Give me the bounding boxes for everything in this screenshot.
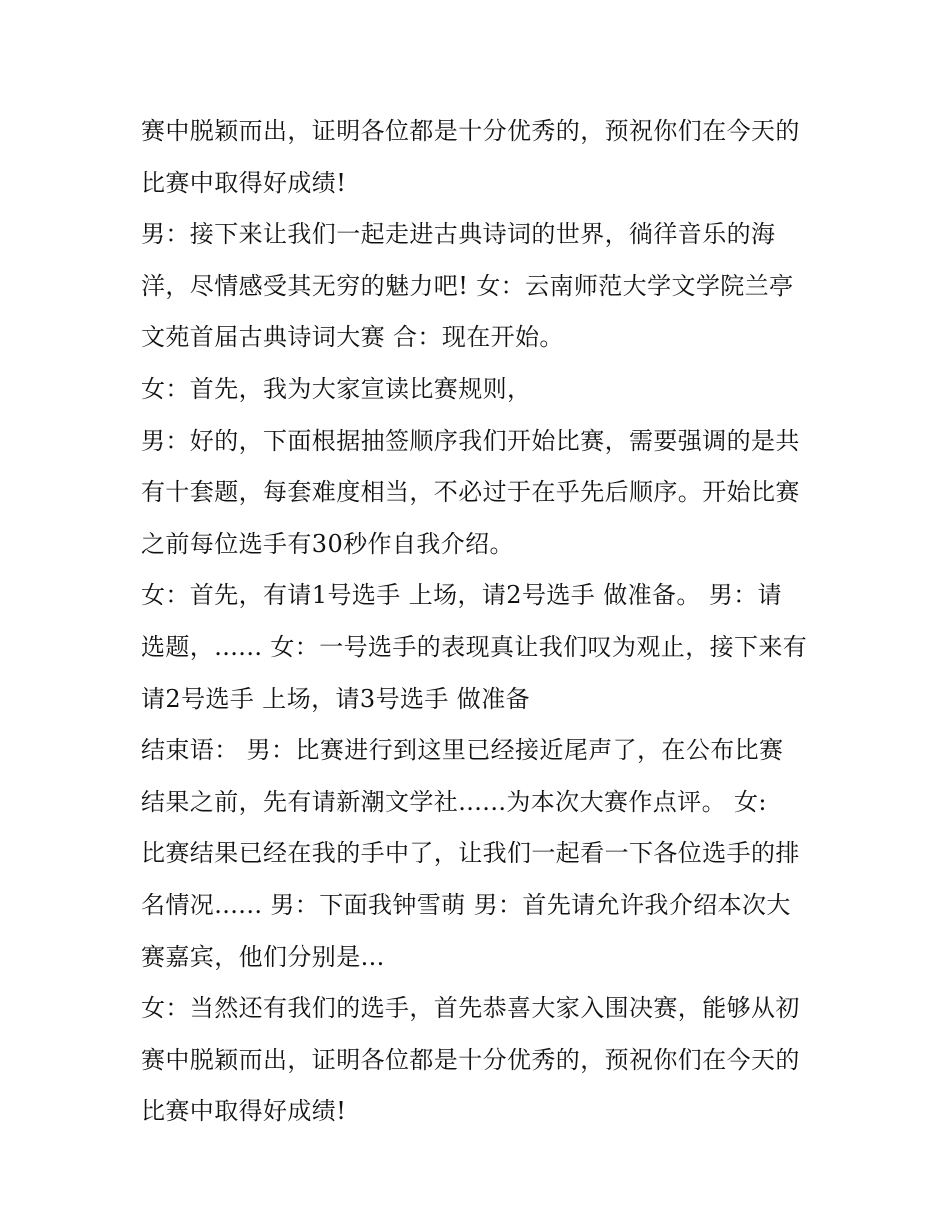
text-line: 女：当然还有我们的选手，首先恭喜大家入围决赛，能够从初 <box>141 994 800 1023</box>
text-line: 赛中脱颖而出，证明各位都是十分优秀的，预祝你们在今天的 <box>141 1045 800 1074</box>
text-line: 女：首先，有请1号选手 上场，请2号选手 做准备。 男：请 <box>141 581 783 610</box>
document-body <box>141 109 831 1141</box>
text-line: 结果之前，先有请新潮文学社......为本次大赛作点评。 女: <box>141 787 767 816</box>
text-line: 赛中脱颖而出，证明各位都是十分优秀的，预祝你们在今天的 <box>141 117 800 145</box>
text-line: 之前每位选手有30秒作自我介绍。 <box>141 529 514 558</box>
text-line: 比赛结果已经在我的手中了，让我们一起看一下各位选手的排 <box>141 839 800 868</box>
text-line: 名情况...... 男：下面我钟雪萌 男：首先请允许我介绍本次大 <box>141 890 791 919</box>
text-line: 比赛中取得好成绩! <box>141 168 347 197</box>
text-line: 洋，尽情感受其无穷的魅力吧! 女：云南师范大学文学院兰亭 <box>141 271 794 300</box>
text-line: 男：好的，下面根据抽签顺序我们开始比赛，需要强调的是共 <box>141 426 800 455</box>
text-line: 有十套题，每套难度相当，不必过于在乎先后顺序。开始比赛 <box>141 478 800 507</box>
text-line: 比赛中取得好成绩! <box>141 1097 347 1126</box>
text-line: 赛嘉宾，他们分别是... <box>141 942 385 971</box>
text-line: 请2号选手 上场，请3号选手 做准备 <box>141 684 530 713</box>
text-line: 结束语： 男：比赛进行到这里已经接近尾声了，在公布比赛 <box>141 736 784 765</box>
text-line: 文苑首届古典诗词大赛 合：现在开始。 <box>141 323 564 352</box>
text-line: 选题，...... 女：一号选手的表现真让我们叹为观止，接下来有 <box>141 632 808 661</box>
text-line: 男：接下来让我们一起走进古典诗词的世界，徜徉音乐的海 <box>141 220 776 249</box>
text-line: 女：首先，我为大家宣读比赛规则， <box>141 374 532 403</box>
